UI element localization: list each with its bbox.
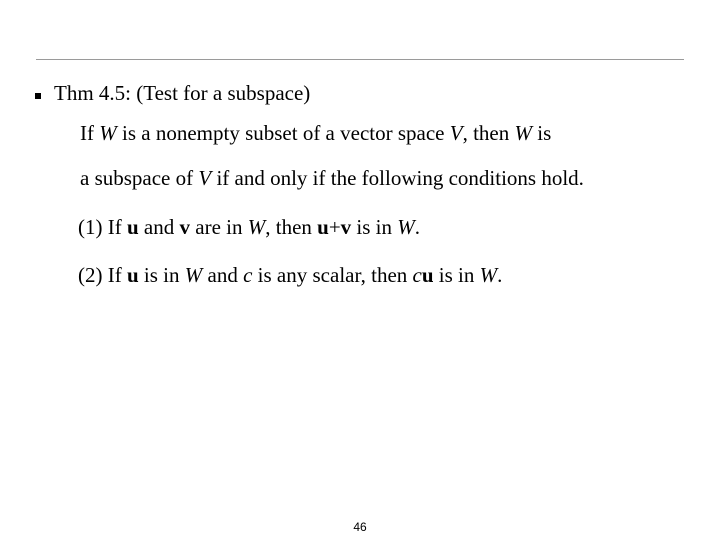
statement-line-1: If W is a nonempty subset of a vector space V, then W is	[80, 121, 552, 145]
condition-1: (1) If u and v are in W, then u+v is in W.	[78, 215, 421, 239]
condition-2: (2) If u is in W and c is any scalar, then cu is in W.	[78, 263, 503, 287]
page-number: 46	[353, 520, 367, 534]
bullet-square-icon	[35, 93, 41, 99]
theorem-heading: Thm 4.5: (Test for a subspace)	[54, 81, 311, 105]
statement-line-2: a subspace of V if and only if the following conditions hold.	[80, 166, 584, 190]
top-rule	[36, 59, 684, 60]
